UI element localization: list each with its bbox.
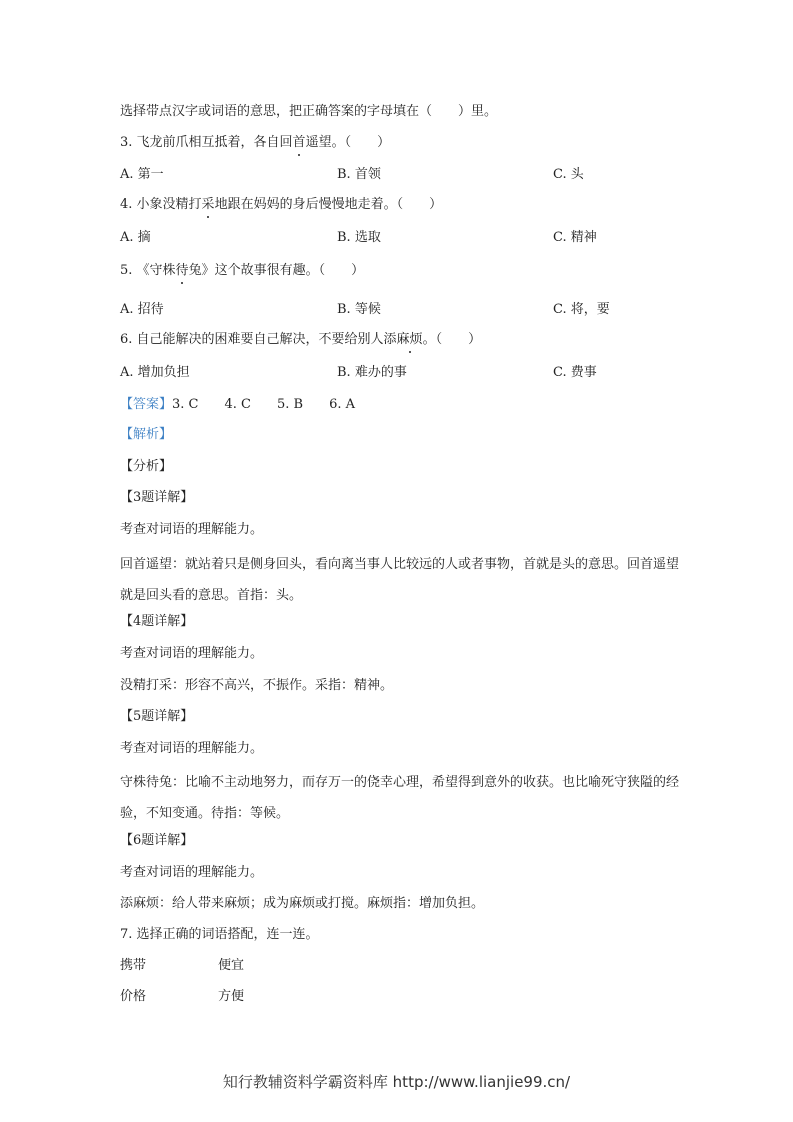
detail-6-heading: 【6题详解】 [120, 833, 194, 848]
question-6-option-a: A. 增加负担 [120, 365, 190, 380]
question-5-post: 兔》这个故事很有趣。（ ） [188, 263, 365, 278]
question-3-pre: 3. 飞龙前爪相互抵着，各自回 [120, 135, 293, 150]
analysis-label: 【解析】 [120, 427, 173, 442]
detail-4-line-1: 考查对词语的理解能力。 [120, 646, 264, 661]
answer-label: 【答案】 [120, 397, 173, 412]
question-4-dotted-word: 采 [201, 197, 215, 212]
question-6-pre: 6. 自己能解决的困难要自己解决，不要给别人添 [120, 332, 397, 347]
question-4-option-a: A. 摘 [120, 230, 151, 245]
answer-text: 3. C 4. C 5. B 6. A [172, 397, 355, 412]
question-7-title: 7. 选择正确的词语搭配，连一连。 [120, 927, 319, 942]
question-6-option-b: B. 难办的事 [337, 365, 407, 380]
footer-watermark: 知行教辅资料学霸资料库 http://www.lianjie99.cn/ [222, 1073, 571, 1091]
question-5-option-b: B. 等候 [337, 302, 381, 317]
detail-5-line-2: 守株待兔：比喻不主动地努力，而存万一的侥幸心理，希望得到意外的收获。也比喻死守狭隘的经验，不知变通。待指：等候。 [120, 775, 680, 821]
detail-4-heading: 【4题详解】 [120, 614, 194, 629]
detail-5-line-1: 考查对词语的理解能力。 [120, 741, 264, 756]
instruction-text: 选择带点汉字或词语的意思，把正确答案的字母填在（ ）里。 [120, 104, 498, 119]
question-5-pre: 5. 《守株 [120, 263, 176, 278]
detail-3-line-2: 回首遥望：就站着只是侧身回头，看向离当事人比较远的人或者事物，首就是头的意思。回首遥望就是回头看的意思。首指：头。 [120, 557, 680, 603]
detail-3-line-1: 考查对词语的理解能力。 [120, 522, 264, 537]
question-4-post: 地跟在妈妈的身后慢慢地走着。（ ） [214, 197, 443, 212]
question-3-post: 遥望。（ ） [305, 135, 391, 150]
question-4 [120, 196, 442, 214]
q7-left-word-2: 价格 [120, 989, 147, 1004]
question-6 [120, 331, 481, 349]
detail-6-line-1: 考查对词语的理解能力。 [120, 865, 264, 880]
question-6-option-c: C. 费事 [553, 365, 597, 380]
question-5-option-c: C. 将，要 [553, 302, 610, 317]
detail-6-line-2: 添麻烦：给人带来麻烦；成为麻烦或打搅。麻烦指：增加负担。 [120, 896, 485, 911]
question-3 [120, 134, 390, 152]
question-3-option-b: B. 首领 [337, 167, 381, 182]
question-3-option-c: C. 头 [553, 167, 584, 182]
q7-left-word-1: 携带 [120, 958, 147, 973]
q7-right-word-1: 便宜 [218, 958, 245, 973]
question-4-option-b: B. 选取 [337, 230, 381, 245]
question-4-option-c: C. 精神 [553, 230, 597, 245]
question-5-dotted-word: 待 [175, 263, 189, 278]
fenxi-label: 【分析】 [120, 459, 173, 474]
question-6-post: 。（ ） [422, 332, 482, 347]
question-5-option-a: A. 招待 [120, 302, 164, 317]
answer-line [120, 396, 355, 414]
question-4-pre: 4. 小象没精打 [120, 197, 202, 212]
question-3-dotted-word: 首 [292, 135, 306, 150]
detail-5-heading: 【5题详解】 [120, 709, 194, 724]
question-5 [120, 262, 364, 280]
q7-right-word-2: 方便 [218, 989, 245, 1004]
question-3-option-a: A. 第一 [120, 167, 164, 182]
detail-3-heading: 【3题详解】 [120, 490, 194, 505]
question-6-dotted-word: 麻烦 [396, 332, 423, 347]
detail-4-line-2: 没精打采：形容不高兴，不振作。采指：精神。 [120, 678, 394, 693]
